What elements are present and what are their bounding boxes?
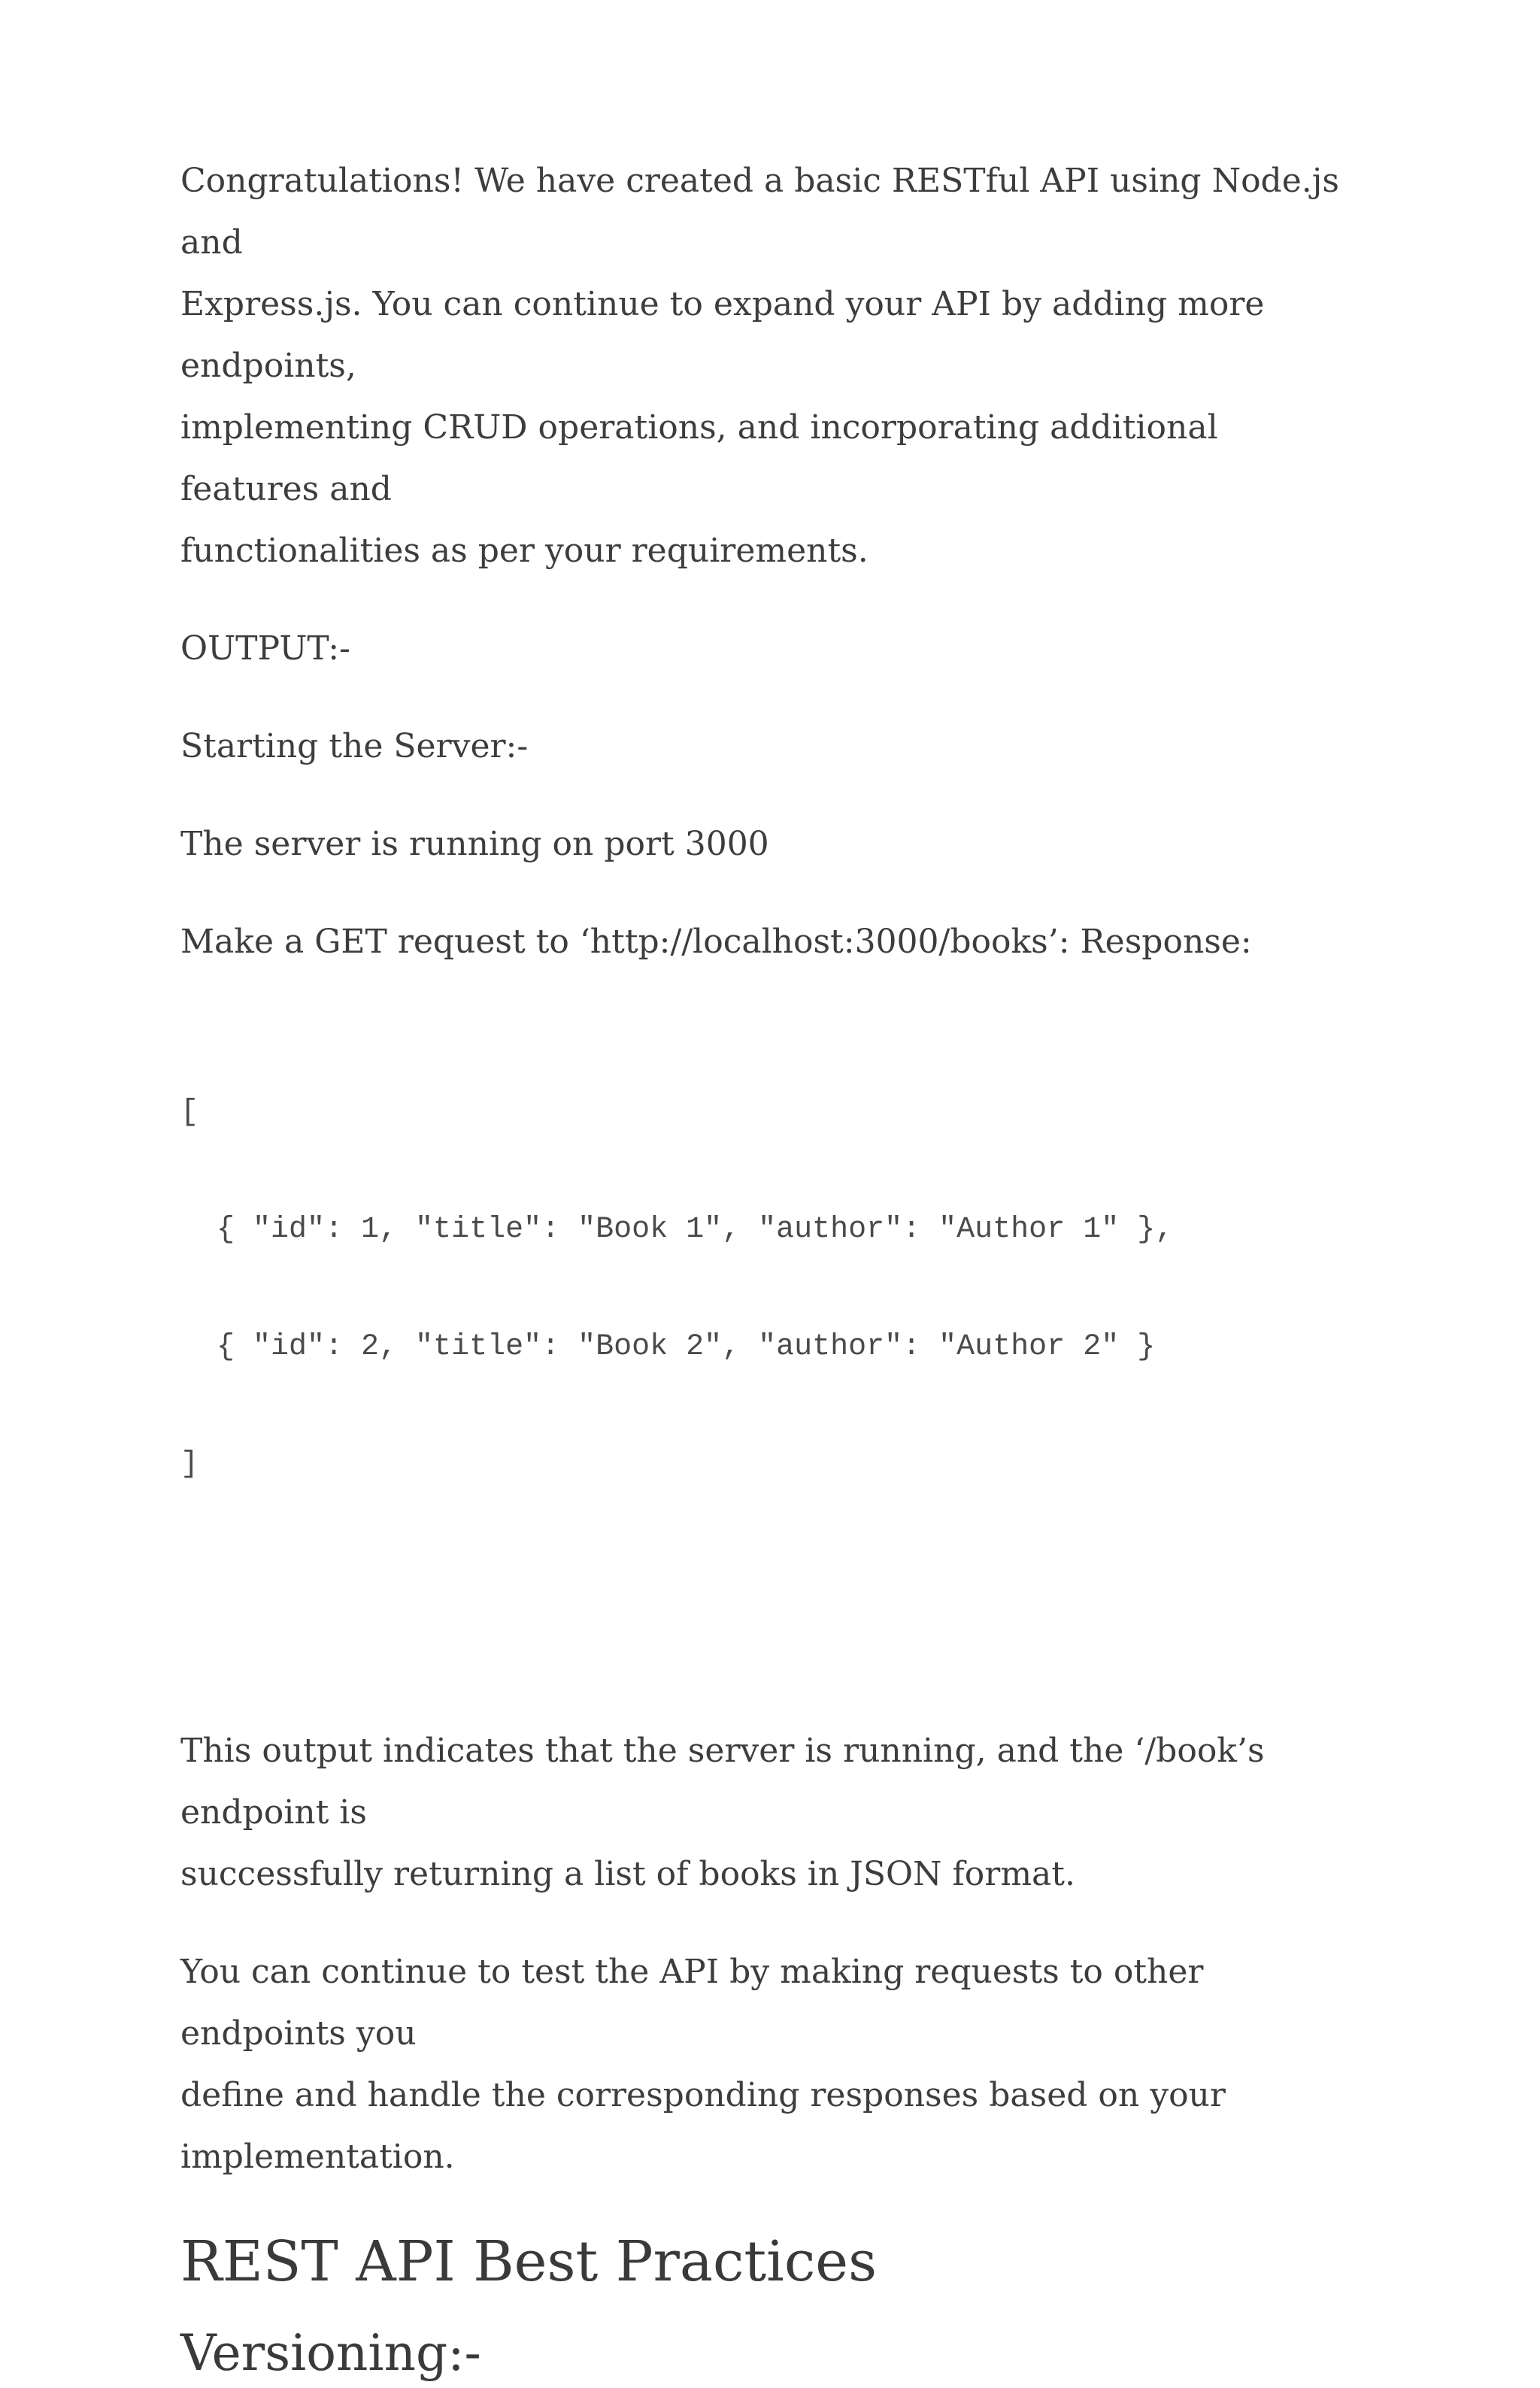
heading-rest-api-best-practices: REST API Best Practices [180, 2229, 878, 2294]
intro-paragraph [180, 150, 1361, 582]
document-page [180, 150, 1361, 2388]
continue-line-1: You can continue to test the API by making requests to other endpoints you [180, 1953, 1204, 2053]
code-line-1: [ [180, 1096, 199, 1129]
starting-server-label: Starting the Server:- [180, 727, 529, 765]
continue-line-3: implementation. [180, 2138, 455, 2176]
intro-line-2: Express.js. You can continue to expand your API by adding more endpoints, [180, 285, 1265, 385]
continue-testing-paragraph [180, 1941, 1361, 2188]
explanation-paragraph [180, 1720, 1361, 1905]
code-line-4: ] [180, 1447, 199, 1481]
code-line-3: { "id": 2, "title": "Book 2", "author": "Author 2" } [180, 1330, 1156, 1364]
intro-line-4: functionalities as per your requirements. [180, 532, 869, 570]
explanation-line-2: successfully returning a list of books in JSON format. [180, 1855, 1075, 1893]
code-line-2: { "id": 1, "title": "Book 1", "author": "Author 1" }, [180, 1213, 1174, 1247]
intro-line-1: Congratulations! We have created a basic RESTful API using Node.js and [180, 162, 1339, 262]
server-status-text: The server is running on port 3000 [180, 825, 769, 863]
explanation-line-1: This output indicates that the server is running, and the ‘/book’s endpoint is [180, 1732, 1265, 1832]
get-request-text: Make a GET request to ‘http://localhost:3000/books’: Response: [180, 923, 1252, 961]
continue-line-2: define and handle the corresponding responses based on your [180, 2076, 1226, 2114]
intro-line-3: implementing CRUD operations, and incorporating additional features and [180, 408, 1218, 508]
json-response-code-block [180, 1015, 1361, 1562]
heading-versioning: Versioning:- [180, 2324, 481, 2382]
output-label: OUTPUT:- [180, 629, 350, 668]
